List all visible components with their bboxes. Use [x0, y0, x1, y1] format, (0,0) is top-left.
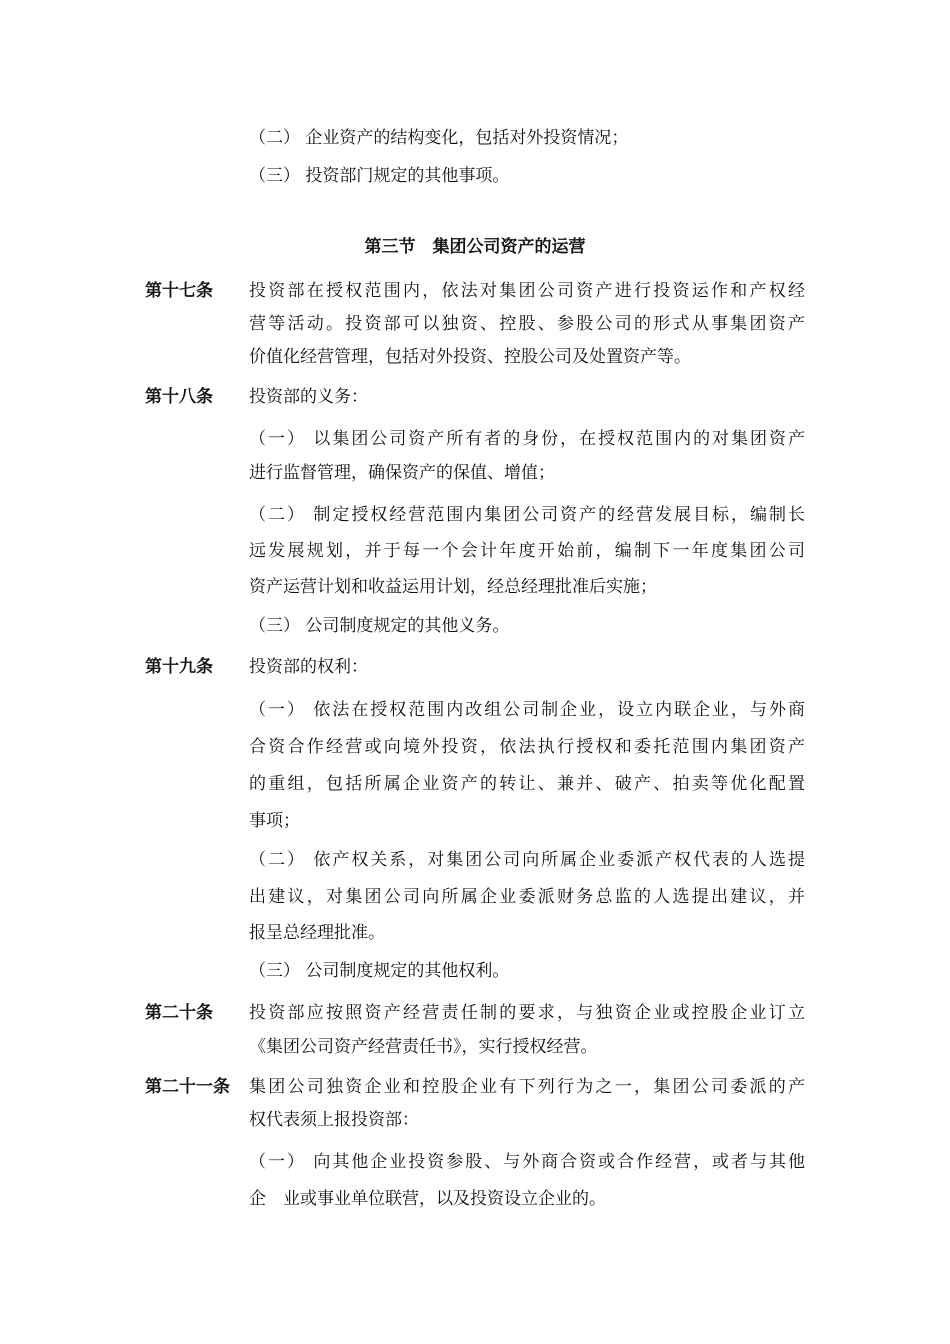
list-item-line: （一） 以集团公司资产所有者的身份，在授权范围内的对集团资产: [249, 429, 805, 449]
article-text-line: 投资部的义务：: [249, 387, 368, 407]
list-item-line: 出建议，对集团公司向所属企业委派财务总监的人选提出建议，并: [249, 887, 805, 907]
article-label: 第十九条: [145, 657, 213, 677]
list-item-line: 资产运营计划和收益运用计划，经总经理批准后实施；: [249, 577, 657, 597]
list-item-line: （三） 公司制度规定的其他义务。: [249, 616, 510, 636]
list-item-line: 合资合作经营或向境外投资，依法执行授权和委托范围内集团资产: [249, 737, 805, 757]
article-text-line: 投资部在授权范围内，依法对集团公司资产进行投资运作和产权经: [249, 281, 805, 301]
list-item-line: 事项；: [249, 811, 300, 831]
article-label: 第十八条: [145, 387, 213, 407]
article-label: 第二十条: [145, 1003, 213, 1023]
list-item-line: （二） 制定授权经营范围内集团公司资产的经营发展目标，编制长: [249, 505, 805, 525]
list-item: （二） 企业资产的结构变化，包括对外投资情况；: [249, 128, 629, 148]
list-item-line: （一） 向其他企业投资参股、与外商合资或合作经营，或者与其他: [249, 1152, 805, 1172]
list-item: （三） 投资部门规定的其他事项。: [249, 166, 510, 186]
list-item-line: 报呈总经理批准。: [249, 923, 385, 943]
list-item-line: （一） 依法在授权范围内改组公司制企业，设立内联企业，与外商: [249, 700, 805, 720]
article-text-line: 权代表须上报投资部：: [249, 1110, 419, 1130]
article-text-line: 营等活动。投资部可以独资、控股、参股公司的形式从事集团资产: [249, 314, 805, 334]
list-item-line: （三） 公司制度规定的其他权利。: [249, 961, 510, 981]
article-text-line: 投资部应按照资产经营责任制的要求，与独资企业或控股企业订立: [249, 1003, 805, 1023]
article-text-line: 价值化经营管理，包括对外投资、控股公司及处置资产等。: [249, 347, 691, 367]
article-label: 第十七条: [145, 281, 213, 301]
section-heading: 第三节 集团公司资产的运营: [364, 237, 586, 257]
article-label: 第二十一条: [145, 1077, 230, 1097]
article-text-line: 集团公司独资企业和控股企业有下列行为之一，集团公司委派的产: [249, 1077, 805, 1097]
list-item-line: 进行监督管理，确保资产的保值、增值；: [249, 463, 555, 483]
article-text-line: 投资部的权利：: [249, 657, 368, 677]
list-item-line: （二） 依产权关系，对集团公司向所属企业委派产权代表的人选提: [249, 850, 805, 870]
list-item-line: 企 业或事业单位联营，以及投资设立企业的。: [249, 1189, 606, 1209]
list-item-line: 远发展规划，并于每一个会计年度开始前，编制下一年度集团公司: [249, 541, 805, 561]
list-item-line: 的重组，包括所属企业资产的转让、兼并、破产、拍卖等优化配置: [249, 774, 805, 794]
article-text-line: 《集团公司资产经营责任书》，实行授权经营。: [249, 1037, 598, 1057]
